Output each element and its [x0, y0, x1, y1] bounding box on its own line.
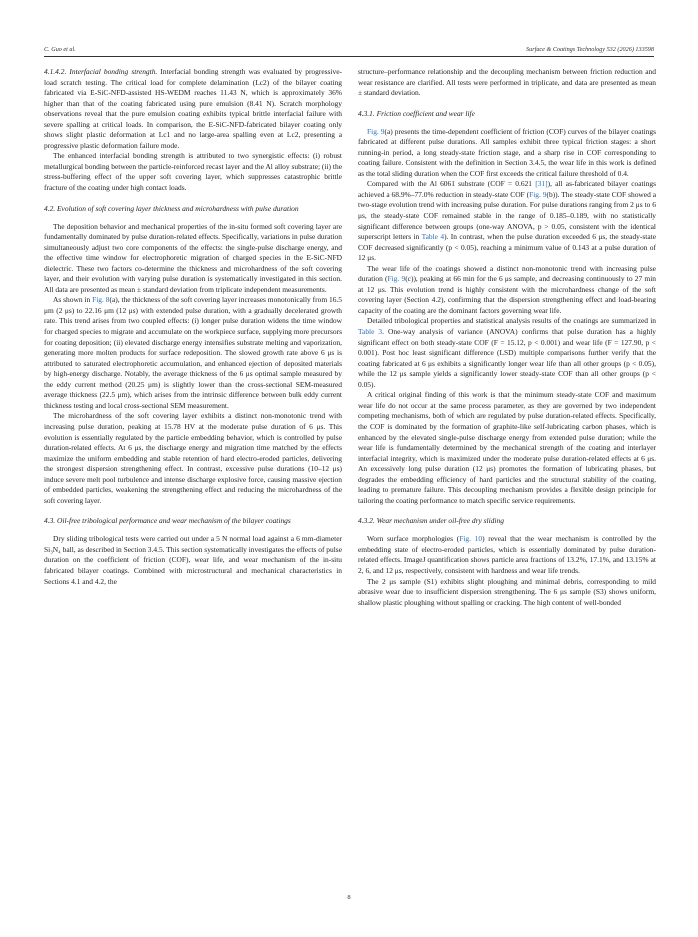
section-heading-4-3: 4.3. Oil-free tribological performance and wear mechanism of the bilayer coatings: [44, 516, 291, 526]
running-header-journal: Surface & Coatings Technology 532 (2026) 133598: [526, 46, 654, 53]
paragraph-dry-sliding: Dry sliding tribological tests were carried out under a 5 N normal load against a 6 mm-diameter Si₃N₄ ball, as described in Section 3.4.5. This section systematically investigates the effects of pulse duration on the coefficient of friction (COF), wear life, and wear mechanism of the in-situ fabricated bilayer coatings. Combined with microstructural and mechanical characteristics in Sections 4.1 and 4.2, the: [44, 534, 342, 586]
paragraph-wear-life: The wear life of the coatings showed a distinct non-monotonic trend with increasing pulse duration (Fig. 9(c)), peaking at 66 min for the 6 μs sample, and decreasing continuously to 27 min at 12 μs. This evolution trend is highly consistent with the microhardness change of the soft covering layer (Section 4.2), confirming that the dispersion strengthening effect and load-bearing capacity of the coating are the dominant factors governing wear life.: [358, 263, 656, 315]
paragraph-continuation: structure–performance relationship and the decoupling mechanism between friction reduction and wear resistance are clarified. All tests were performed in triplicate, and data are presented as mean ± standard deviation.: [358, 67, 656, 98]
paragraph-decoupling: A critical original finding of this work is that the minimum steady-state COF and maximum wear life do not occur at the same process parameter, as they are governed by two independent competing mechanisms, both of which are regulated by pulse duration-related effects. Specifically, the COF is dominated by the formation of graphite-like self-lubricating carbon phases, which is enhanced by the elevated single-pulse discharge energy from extended pulse duration; while the wear life is fundamentally determined by the mechanical strength of the coating and interlayer interfacial integrity, which is maximized under the moderate pulse duration-related effects at 6 μs. An excessively long pulse duration (12 μs) promotes the formation of lubricating phases, but degrades the embedding efficiency of hard particles and the structural stability of the coating, leading to premature failure. This decoupling mechanism provides a flexible design principle for tailoring the coating performance to match specific service requirements.: [358, 390, 656, 505]
paragraph-cof-comparison: Compared with the Al 6061 substrate (COF = 0.621 [31]), all as-fabricated bilayer coatings achieved a 68.9%–77.0% reduction in steady-state COF (Fig. 9(b)). The steady-state COF showed a two-stage evolution trend with increasing pulse duration. For pulse durations ranging from 2 μs to 6 μs, the steady-state COF remained stable in the range of 0.185–0.189, with no statistically significant difference between groups (one-way ANOVA, p > 0.05, consistent with the identical superscript letters in Table 4). In contrast, when the pulse duration exceeded 6 μs, the steady-state COF decreased significantly (p < 0.05), reaching a minimum value of 0.143 at a pulse duration of 12 μs.: [358, 179, 657, 263]
page-number: 8: [347, 894, 351, 901]
fig-9-link[interactable]: Fig. 9: [387, 274, 406, 284]
table-3-link[interactable]: Table 3: [358, 327, 383, 337]
right-column: [358, 67, 656, 608]
section-heading-4-2: 4.2. Evolution of soft covering layer thickness and microhardness with pulse duration: [44, 203, 299, 213]
subsection-heading-4-1-4-2: 4.1.4.2. Interfacial bonding strength.: [44, 67, 158, 76]
paragraph-cof-curves: Fig. 9(a) presents the time-dependent coefficient of friction (COF) curves of the bilayer coatings fabricated at different pulse durations. All samples exhibit three typical friction stages: a short running-in period, a long steady-state friction stage, and a sharp rise in COF corresponding to coating failure. Consistent with the definition in Section 3.4.5, the wear life in this work is defined as the total sliding duration when the COF first exceeds the critical failure threshold of 0.4.: [358, 126, 657, 178]
paragraph-sample-s1-s3: The 2 μs sample (S1) exhibits slight ploughing and minimal debris, corresponding to mild abrasive wear due to insufficient dispersion strengthening. The 6 μs sample (S3) shows uniform, shallow plastic ploughing without spalling or cracking. The high content of well-bonded: [358, 576, 656, 607]
left-column: [44, 67, 342, 587]
paragraph-thickness: As shown in Fig. 8(a), the thickness of the soft covering layer increases monotonically from 16.5 μm (2 μs) to 22.16 μm (12 μs) with extended pulse duration, with a gradually decelerated growth rate. This trend arises from two coupled effects: (i) longer pulse duration widens the time window for charged species to migrate and accumulate on the workpiece surface, supplying more precursors for coating deposition; (ii) elevated discharge energy intensifies substrate melting and vaporization, generating more molten products for surface redeposition. The slowed growth rate above 6 μs is attributed to saturated electrophoretic accumulation, and enhanced ejection of deposited materials by high-energy discharge. Notably, the average thickness of the 6 μs optimal sample measured by the eddy current method (20.25 μm) is slightly lower than the cross-sectional SEM-measured average thickness (22.5 μm), which arises from the intrinsic difference between bulk eddy current thickness testing and local cross-sectional SEM measurement.: [44, 295, 342, 410]
table-4-link[interactable]: Table 4: [421, 232, 445, 242]
fig-9-link[interactable]: Fig. 9: [367, 126, 385, 136]
paragraph-worn-surface: Worn surface morphologies (Fig. 10) reveal that the wear mechanism is controlled by the embedding state of electro-eroded particles, which is essentially dominated by pulse duration-related effects. ImageJ quantification shows particle area fractions of 13.2%, 17.1%, and 13.15% at 2, 6, and 12 μs, respectively, consistent with hardness and wear life trends.: [358, 534, 657, 575]
paragraph-microhardness: The microhardness of the soft covering layer exhibits a distinct non-monotonic trend with increasing pulse duration, peaking at 15.78 HV at the moderate pulse duration of 6 μs. This evolution is essentially regulated by the particle embedding behavior, which is controlled by pulse duration-related effects. At 6 μs, the discharge energy and migration time matched by the effects maximize the uniform embedding and stable retention of hard electro-eroded particles, delivering the strongest dispersion strengthening effect. In contrast, excessive pulse durations (10–12 μs) induce severe melt pool turbulence and intense discharge explosive force, causing massive ejection of embedded particles, weakening the strengthening effect and reducing the microhardness of the soft covering layer.: [44, 411, 342, 505]
fig-10-link[interactable]: Fig. 10: [459, 534, 483, 544]
ref-31-link[interactable]: [31]: [535, 179, 548, 189]
section-heading-4-3-2: 4.3.2. Wear mechanism under oil-free dry sliding: [358, 516, 504, 526]
paragraph-deposition-behavior: The deposition behavior and mechanical properties of the in-situ formed soft covering layer are fundamentally dominated by pulse duration-related effects. Specifically, variations in pulse duration simultaneously adjust two core components of the effects: the single-pulse discharge energy, and the effective time window for electrophoretic migration of charged species in the E-SiC-NFD dielectric. These two factors co-determine the thickness and microhardness of the soft covering layer, and their evolution with varying pulse duration is systematically investigated in this section. All data are presented as mean ± standard deviation from triplicate independent measurements.: [44, 221, 342, 294]
fig-8-link[interactable]: Fig. 8: [92, 295, 110, 305]
running-header-authors: C. Guo et al.: [44, 46, 76, 53]
paragraph-anova: Detailed tribological properties and statistical analysis results of the coatings are summarized in Table 3. One-way analysis of variance (ANOVA) confirms that pulse duration has a highly significant effect on both steady-state COF (F = 15.12, p < 0.001) and wear life (F = 127.90, p < 0.001). Post hoc least significant difference (LSD) multiple comparisons further verify that the coating fabricated at 6 μs exhibits a significantly longer wear life than all other groups (p < 0.05), while the 12 μs sample yields a significantly lower steady-state COF than all other groups (p < 0.05).: [358, 316, 656, 389]
fig-9-link[interactable]: Fig. 9: [529, 189, 547, 199]
paragraph-synergistic-effects: The enhanced interfacial bonding strength is attributed to two synergistic effects: (i) robust metallurgical bonding between the particle-reinforced recast layer and the Al alloy substrate; (ii) the stress-buffering effect of the upper soft covering layer, which suppresses catastrophic brittle fracture of the coating under high contact loads.: [44, 151, 342, 193]
paragraph-interfacial-bonding: 4.1.4.2. Interfacial bonding strength. Interfacial bonding strength was evaluated by progressive-load scratch testing. The critical load for complete delamination (Lc2) of the bilayer coating fabricated via E-SiC-NFD-assisted HS-WEDM reaches 11.43 N, which is approximately 36% higher than that of the coating fabricated using pure emulsion (8.41 N). Scratch morphology observations reveal that the pure emulsion coating exhibits typical brittle interfacial failure with severe spalling at critical loads. In comparison, the E-SiC-NFD-fabricated bilayer coating only shows slight plastic deformation at Lc1 and no large-area spalling even at Lc2, presenting a progressive plastic deformation failure mode.: [44, 67, 342, 150]
section-heading-4-3-1: 4.3.1. Friction coefficient and wear life: [358, 108, 475, 118]
header-rule: [44, 56, 654, 57]
